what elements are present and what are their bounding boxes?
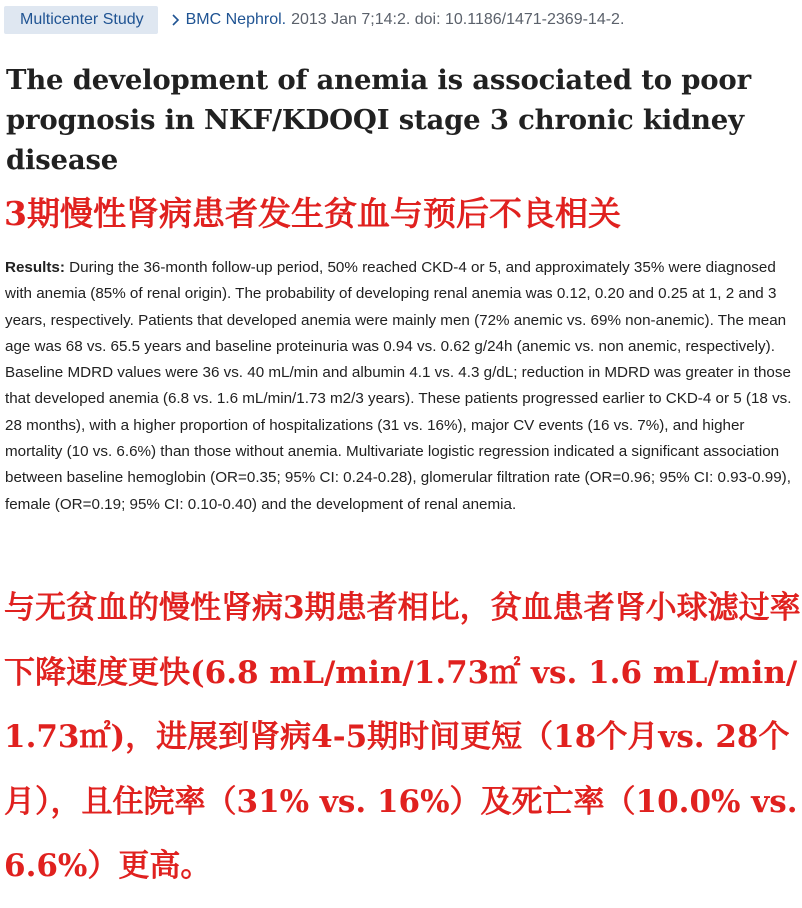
study-type-badge: Multicenter Study [4,6,158,34]
publication-meta-bar [4,6,798,34]
article-title: The development of anemia is associated to poor prognosis in NKF/KDOQI stage 3 chronic kidney disease [6,64,751,176]
journal-link[interactable]: BMC Nephrol. [185,11,287,28]
results-text: During the 36-month follow-up period, 50% reached CKD-4 or 5, and approximately 35% were diagnosed with anemia (85% of renal origin). The probability of developing renal anemia was 0.12, 0.20 and 0.25 at 1, 2 and 3 years, respectively. Patients that developed anemia were mainly men (72% anemic vs. 69% non-anemic). The mean age was 68 vs. 65.5 years and baseline proteinuria was 0.94 vs. 0.62 g/24h (anemic vs. non anemic, respectively). Baseline MDRD values were 36 vs. 40 mL/min and albumin 4.1 vs. 4.3 g/dL; reduction in MDRD was greater in those that developed anemia (6.8 vs. 1.6 mL/min/1.73 m2/3 years). These patients progressed earlier to CKD-4 or 5 (18 vs. 28 months), with a higher proportion of hospitalizations (31 vs. 16%), major CV events (16 vs. 7%), and higher mortality (10 vs. 6.6%) than those without anemia. Multivariate logistic regression indicated a significant association between baseline hemoglobin (OR=0.35; 95% CI: 0.24-0.28), glomerular filtration rate (OR=0.96; 95% CI: 0.93-0.99), female (OR=0.19; 95% CI: 0.10-0.40) and the development of renal anemia. [5,259,792,513]
chinese-title-annotation: 3期慢性肾病患者发生贫血与预后不良相关 [4,194,621,233]
abstract-results [5,255,795,518]
citation-text: 2013 Jan 7;14:2. doi: 10.1186/1471-2369-14-2. [291,11,625,28]
chinese-summary-annotation: 与无贫血的慢性肾病3期患者相比，贫血患者肾小球滤过率下降速度更快(6.8 mL/min/1.73㎡ vs. 1.6 mL/min/1.73㎡)，进展到肾病4-5期时间更短（18个月vs. 28个月），且住院率（31% vs. 16%）及死亡率（10.0% vs. 6.6%）更高。 [4,590,801,884]
chevron-right-icon [170,13,182,27]
results-label: Results: [5,259,65,276]
